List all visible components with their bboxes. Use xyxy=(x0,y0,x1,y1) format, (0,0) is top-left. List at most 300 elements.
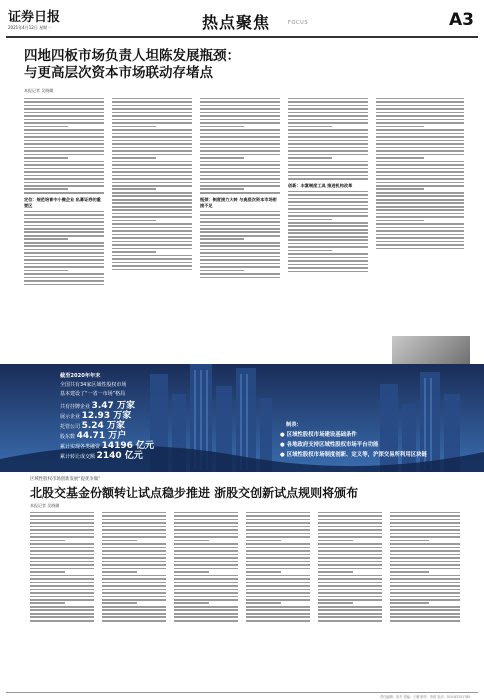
article2-column-6 xyxy=(390,510,460,690)
text-line xyxy=(24,150,104,152)
text-line xyxy=(30,585,94,587)
text-line xyxy=(318,543,382,545)
text-line xyxy=(318,529,382,531)
text-line xyxy=(24,171,104,173)
text-line xyxy=(24,280,104,282)
text-line xyxy=(246,571,281,573)
text-line xyxy=(174,585,238,587)
text-line xyxy=(200,263,280,265)
pilot-item xyxy=(280,440,378,448)
text-line xyxy=(288,140,368,142)
text-line xyxy=(390,557,460,559)
text-line xyxy=(30,512,94,514)
text-line xyxy=(174,613,238,615)
text-line xyxy=(30,515,94,517)
text-line xyxy=(24,126,68,128)
text-line xyxy=(112,248,192,250)
text-line xyxy=(200,259,280,261)
text-line xyxy=(102,519,166,521)
text-line xyxy=(174,550,238,552)
text-block xyxy=(288,98,368,180)
text-line xyxy=(390,526,460,528)
text-line xyxy=(200,256,280,258)
text-line xyxy=(288,101,368,103)
text-line xyxy=(112,199,192,201)
text-line xyxy=(102,613,166,615)
text-line xyxy=(390,564,460,566)
text-line xyxy=(174,515,238,517)
text-line xyxy=(102,596,166,598)
stat-value: 2140 亿元 xyxy=(96,451,143,461)
text-line xyxy=(318,515,382,517)
text-line xyxy=(174,512,238,514)
text-line xyxy=(174,609,238,611)
text-line xyxy=(376,126,424,128)
newspaper-brand: 证券日报 xyxy=(8,10,61,25)
text-line xyxy=(318,522,382,524)
pilot-item xyxy=(280,450,427,458)
text-line xyxy=(24,218,104,220)
text-line xyxy=(174,536,238,538)
text-line xyxy=(112,108,192,110)
text-line xyxy=(24,164,104,166)
text-line xyxy=(288,175,368,177)
text-line xyxy=(288,267,368,269)
text-line xyxy=(376,237,464,239)
text-line xyxy=(112,209,192,211)
text-line xyxy=(318,519,382,521)
text-line xyxy=(174,529,238,531)
text-line xyxy=(318,557,382,559)
text-line xyxy=(30,599,94,601)
text-line xyxy=(200,164,280,166)
text-line xyxy=(376,140,464,142)
text-line xyxy=(390,592,460,594)
text-line xyxy=(200,157,244,159)
text-line xyxy=(246,550,310,552)
text-line xyxy=(288,246,368,248)
text-line xyxy=(246,613,310,615)
text-line xyxy=(102,547,166,549)
stat-line xyxy=(60,390,125,397)
text-line xyxy=(246,540,281,542)
text-line xyxy=(24,101,104,103)
text-block xyxy=(24,98,104,194)
article2-column-3 xyxy=(174,510,238,690)
text-line xyxy=(376,195,464,197)
text-line xyxy=(376,122,464,124)
text-line xyxy=(318,578,382,580)
text-line xyxy=(318,596,382,598)
text-line xyxy=(200,270,244,272)
text-line xyxy=(288,257,368,259)
text-line xyxy=(318,568,382,570)
text-line xyxy=(24,277,104,279)
section-title: 热点聚焦 xyxy=(202,13,271,32)
text-line xyxy=(376,147,464,149)
text-line xyxy=(376,112,464,114)
text-line xyxy=(288,136,368,138)
article2-column-1 xyxy=(30,510,94,690)
text-line xyxy=(288,161,368,163)
text-line xyxy=(288,236,368,238)
text-line xyxy=(376,241,464,243)
text-line xyxy=(376,164,464,166)
text-line xyxy=(246,620,310,622)
stat-value: 14196 亿元 xyxy=(101,441,155,451)
text-line xyxy=(200,273,280,275)
text-line xyxy=(288,133,368,135)
text-line xyxy=(174,606,238,608)
text-line xyxy=(376,119,464,121)
text-line xyxy=(112,188,156,190)
text-line xyxy=(112,269,192,271)
text-line xyxy=(246,585,310,587)
text-line xyxy=(30,568,94,570)
text-line xyxy=(30,582,94,584)
text-line xyxy=(200,161,280,163)
text-line xyxy=(376,185,464,187)
text-line xyxy=(24,256,104,258)
text-line xyxy=(288,212,368,214)
text-block xyxy=(390,512,460,622)
text-line xyxy=(112,192,192,194)
text-line xyxy=(288,150,368,152)
text-line xyxy=(30,616,94,618)
text-line xyxy=(24,188,68,190)
text-line xyxy=(246,529,310,531)
text-line xyxy=(30,540,65,542)
text-line xyxy=(112,265,192,267)
text-block xyxy=(318,512,382,622)
text-line xyxy=(174,571,209,573)
text-line xyxy=(24,221,104,223)
text-block xyxy=(24,211,104,286)
text-line xyxy=(246,589,310,591)
text-line xyxy=(200,228,280,230)
stat-label: 累计转让成交额 xyxy=(60,454,96,460)
text-line xyxy=(24,119,104,121)
text-line xyxy=(24,112,104,114)
text-line xyxy=(390,620,460,622)
text-line xyxy=(102,540,137,542)
text-line xyxy=(30,550,94,552)
text-line xyxy=(288,208,368,210)
text-line xyxy=(200,101,280,103)
text-line xyxy=(24,192,104,194)
text-line xyxy=(174,557,238,559)
text-line xyxy=(112,216,192,218)
text-line xyxy=(246,519,310,521)
text-line xyxy=(246,533,310,535)
text-line xyxy=(318,606,382,608)
text-line xyxy=(390,536,460,538)
text-line xyxy=(174,533,238,535)
text-line xyxy=(246,564,310,566)
text-line xyxy=(376,168,464,170)
text-line xyxy=(246,557,310,559)
text-line xyxy=(102,585,166,587)
text-line xyxy=(288,222,368,224)
text-line xyxy=(390,515,460,517)
text-line xyxy=(200,225,280,227)
text-line xyxy=(390,529,460,531)
byline: 本报记者 吴晓璐 xyxy=(24,88,54,93)
text-line xyxy=(112,168,192,170)
text-line xyxy=(112,175,192,177)
text-line xyxy=(318,620,382,622)
text-line xyxy=(102,620,166,622)
text-line xyxy=(200,214,280,216)
text-line xyxy=(30,547,94,549)
text-line xyxy=(112,255,192,257)
text-line xyxy=(30,561,94,563)
text-line xyxy=(24,147,104,149)
text-line xyxy=(30,578,94,580)
text-line xyxy=(112,171,192,173)
text-line xyxy=(112,185,192,187)
page-number: A3 xyxy=(449,10,474,30)
text-line xyxy=(376,161,464,163)
text-line xyxy=(200,171,280,173)
pilot-item-text: 区域性股权市场建设基础条件 xyxy=(286,432,357,438)
text-line xyxy=(288,112,368,114)
text-line xyxy=(288,201,368,203)
text-line xyxy=(288,115,368,117)
text-line xyxy=(102,526,166,528)
text-line xyxy=(24,108,104,110)
text-line xyxy=(246,582,310,584)
text-line xyxy=(174,575,238,577)
text-line xyxy=(200,115,280,117)
text-line xyxy=(246,547,310,549)
text-line xyxy=(318,602,353,604)
text-line xyxy=(112,206,192,208)
text-line xyxy=(30,620,94,622)
text-line xyxy=(288,260,368,262)
text-line xyxy=(174,526,238,528)
text-line xyxy=(30,522,94,524)
text-line xyxy=(200,252,280,254)
text-line xyxy=(112,220,156,222)
text-line xyxy=(288,205,368,207)
text-line xyxy=(390,613,460,615)
text-line xyxy=(376,178,464,180)
text-line xyxy=(102,515,166,517)
stat-value: 44.71 万户 xyxy=(76,431,127,441)
text-line xyxy=(318,561,382,563)
text-line xyxy=(288,171,368,173)
text-line xyxy=(200,98,280,100)
text-block xyxy=(112,98,192,270)
text-line xyxy=(288,191,368,193)
text-block xyxy=(200,211,280,279)
text-line xyxy=(390,582,460,584)
text-line xyxy=(24,228,104,230)
text-line xyxy=(102,589,166,591)
text-line xyxy=(246,561,310,563)
stat-label: 股东数 xyxy=(60,434,76,440)
text-line xyxy=(24,185,104,187)
text-line xyxy=(112,164,192,166)
text-line xyxy=(288,126,332,128)
text-line xyxy=(376,244,464,246)
text-line xyxy=(30,602,65,604)
text-line xyxy=(376,202,464,204)
text-block xyxy=(200,98,280,194)
text-line xyxy=(24,259,104,261)
text-line xyxy=(246,578,310,580)
text-line xyxy=(318,613,382,615)
text-line xyxy=(246,609,310,611)
text-line xyxy=(30,613,94,615)
stat-label: 累计实现各类融资 xyxy=(60,444,101,450)
text-line xyxy=(174,620,238,622)
text-line xyxy=(376,150,464,152)
text-line xyxy=(318,571,353,573)
text-line xyxy=(112,251,156,253)
pilot-item-text: 各地政府支持区域性股权市场平台功能 xyxy=(286,442,379,448)
text-line xyxy=(246,512,310,514)
text-line xyxy=(376,234,464,236)
text-line xyxy=(376,192,464,194)
text-line xyxy=(246,616,310,618)
text-line xyxy=(288,108,368,110)
text-line xyxy=(390,543,460,545)
text-line xyxy=(288,143,368,145)
subhead-positioning: 定位：规范培育中小微企业 私募证券的重要区 xyxy=(24,196,101,208)
text-line xyxy=(390,561,460,563)
pilot-item-text: 区域性股权市场制度创新、定义等，沪深交易所利用区块链 xyxy=(286,452,427,458)
text-line xyxy=(390,533,460,535)
text-line xyxy=(288,147,368,149)
text-line xyxy=(376,248,464,250)
text-line xyxy=(288,105,368,107)
text-line xyxy=(112,213,192,215)
text-line xyxy=(246,602,281,604)
article2-byline: 本报记者 吴晓璐 xyxy=(30,503,60,508)
text-line xyxy=(376,98,464,100)
text-line xyxy=(30,575,94,577)
text-line xyxy=(200,119,280,121)
text-line xyxy=(318,592,382,594)
text-line xyxy=(390,599,460,601)
text-line xyxy=(102,568,166,570)
text-line xyxy=(112,195,192,197)
text-line xyxy=(200,175,280,177)
text-line xyxy=(376,230,464,232)
article-column-3 xyxy=(200,96,280,364)
text-line xyxy=(174,602,209,604)
article-column-2 xyxy=(112,96,192,364)
text-line xyxy=(376,216,464,218)
stat-label: 展示企业 xyxy=(60,414,81,420)
headline-line-1: 四地四板市场负责人坦陈发展瓶颈： xyxy=(24,48,240,64)
text-line xyxy=(390,575,460,577)
text-line xyxy=(376,227,464,229)
text-line xyxy=(318,582,382,584)
text-line xyxy=(24,129,104,131)
main-headline xyxy=(24,48,464,82)
text-line xyxy=(390,540,429,542)
text-line xyxy=(112,178,192,180)
text-line xyxy=(318,575,382,577)
text-line xyxy=(200,192,280,194)
text-line xyxy=(102,592,166,594)
text-block xyxy=(174,512,238,622)
text-line xyxy=(200,242,280,244)
text-line xyxy=(112,223,192,225)
subhead-innovation: 创新：丰富制度工具 推进机构改革 xyxy=(288,182,353,188)
text-line xyxy=(288,178,368,180)
text-line xyxy=(112,258,192,260)
text-line xyxy=(174,592,238,594)
text-line xyxy=(246,575,310,577)
text-line xyxy=(24,133,104,135)
text-line xyxy=(30,571,65,573)
text-line xyxy=(376,129,464,131)
text-line xyxy=(390,596,460,598)
text-line xyxy=(24,182,104,184)
text-line xyxy=(390,609,460,611)
text-line xyxy=(24,273,104,275)
text-line xyxy=(200,140,280,142)
text-line xyxy=(30,533,94,535)
text-line xyxy=(200,136,280,138)
text-line xyxy=(288,157,332,159)
text-line xyxy=(24,245,104,247)
text-line xyxy=(318,599,382,601)
article-column-5 xyxy=(376,96,464,364)
text-line xyxy=(112,237,192,239)
article2-kicker: 区域性股权市场创新发展“提优争做” xyxy=(30,477,101,482)
text-line xyxy=(24,140,104,142)
section-english: FOCUS xyxy=(288,20,309,26)
text-line xyxy=(112,147,192,149)
text-line xyxy=(200,168,280,170)
text-line xyxy=(200,238,244,240)
text-line xyxy=(24,154,104,156)
text-line xyxy=(174,561,238,563)
text-line xyxy=(288,98,368,100)
text-line xyxy=(288,215,368,217)
text-line xyxy=(200,218,280,220)
text-line xyxy=(390,578,460,580)
text-line xyxy=(318,616,382,618)
text-line xyxy=(376,209,464,211)
article2-body xyxy=(30,510,460,690)
text-line xyxy=(390,522,460,524)
text-line xyxy=(376,133,464,135)
text-line xyxy=(112,112,192,114)
text-line xyxy=(288,129,368,131)
text-line xyxy=(390,512,460,514)
text-line xyxy=(318,547,382,549)
stats-title: 截至2020年年末 xyxy=(60,373,101,379)
masthead xyxy=(6,4,478,38)
text-line xyxy=(174,599,238,601)
text-line xyxy=(246,526,310,528)
text-line xyxy=(24,115,104,117)
text-line xyxy=(246,543,310,545)
text-line xyxy=(288,253,368,255)
text-line xyxy=(102,602,137,604)
text-line xyxy=(318,533,382,535)
bullet-icon: ● xyxy=(280,442,285,448)
text-line xyxy=(24,98,104,100)
text-line xyxy=(200,185,280,187)
text-line xyxy=(376,182,464,184)
